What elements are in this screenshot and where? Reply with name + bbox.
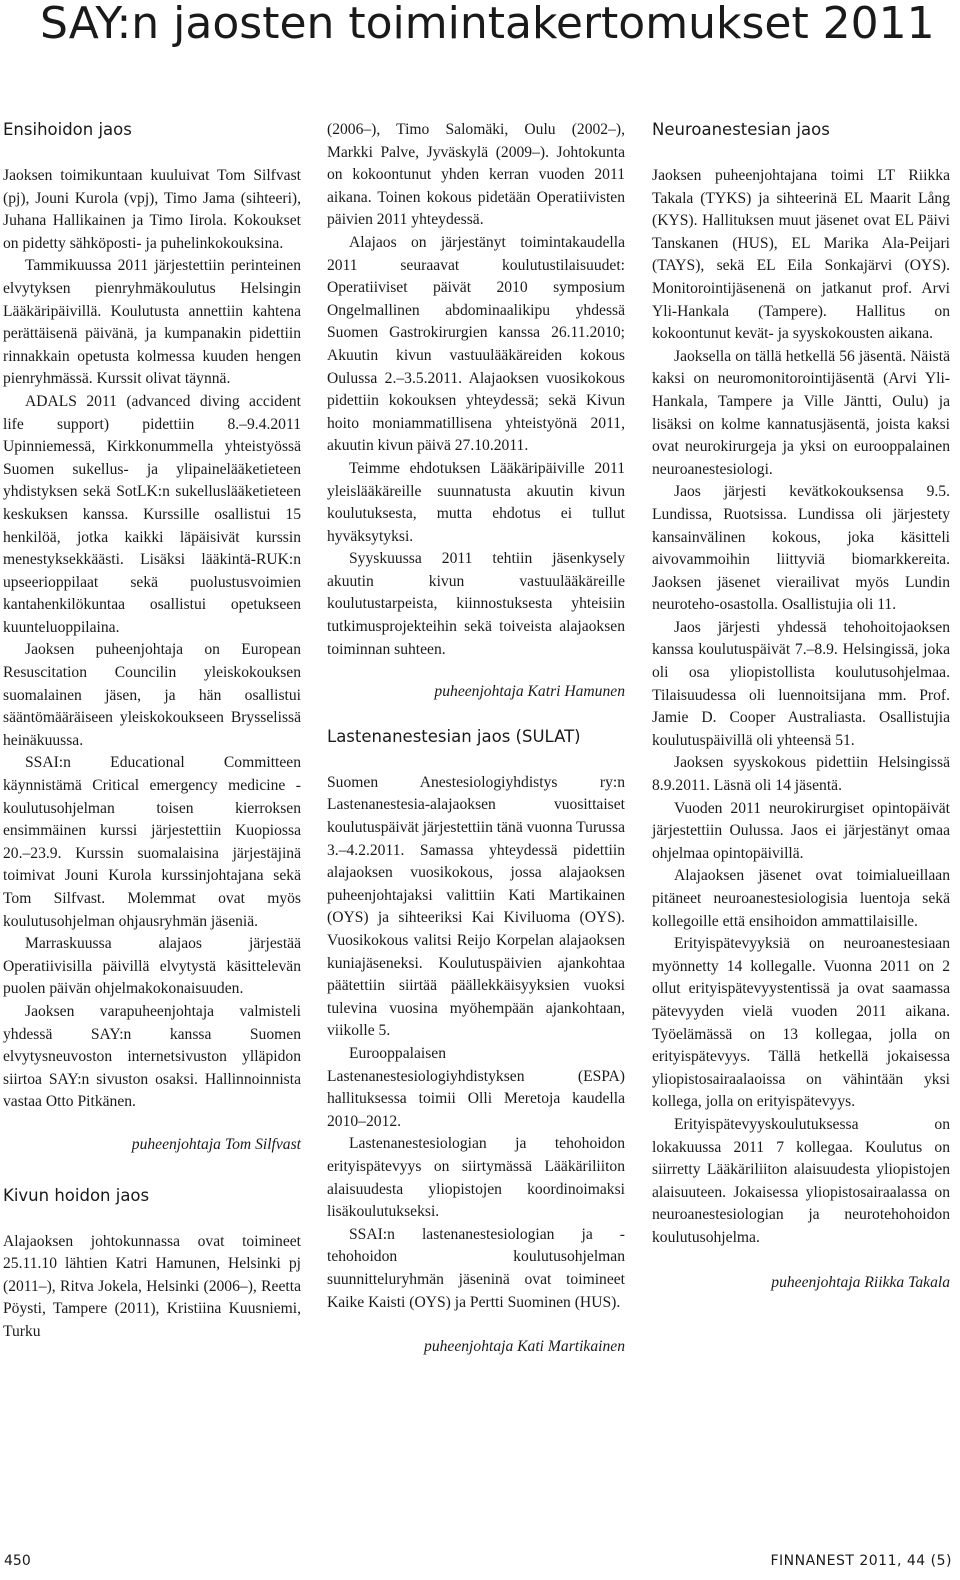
signature: puheenjohtaja Riikka Takala [771,1273,950,1291]
paragraph: Vuoden 2011 neurokirurgiset opintopäivät järjestettiin Oulussa. Jaos ei järjestänyt omaa ohjelmaa opintopäivillä. [652,799,950,862]
page-number: 450 [4,1553,31,1569]
section-heading-kivun-hoito: Kivun hoidon jaos [3,1185,150,1205]
journal-reference: FINNANEST 2011, 44 (5) [770,1553,952,1569]
paragraph: Jaoksen syyskokous pidettiin Helsingissä 8.9.2011. Läsnä oli 14 jäsentä. [652,754,950,795]
paragraph: Alajaoksen jäsenet ovat toimialueillaan pitäneet neuroanestesiologisia luentoja sekä kollegoille että ensihoidon ammattilaisille. [652,867,950,930]
paragraph: ADALS 2011 (advanced diving accident life support) pidettiin 8.–9.4.2011 Upinniemessä, Kirkkonummella yhteistyössä Suomen sukellus- ja ylipainelääketieteen yhdistyksen sekä SotLK:n sukelluslääketieteen keskuksen kanssa. Kurssille osallistui 15 henkilöä, jotka kaikki läpäisivät kurssin menestyksekkäästi. Lisäksi lääkintä-RUK:n upseerioppilaat sekä puolustusvoimien kantahenkilökuntaa osallistui opetukseen kuunteluoppilaina. [3,392,301,636]
paragraph: Jaoksen puheenjohtaja on European Resuscitation Councilin yleiskokouksen suomalainen jäsen, ja hän osallistui sääntömääräiseen yleiskokoukseen Brysselissä heinäkuussa. [3,641,301,749]
section-heading-ensihoito: Ensihoidon jaos [3,120,132,139]
paragraph: SSAI:n lastenanestesiologian ja -tehohoidon koulutusohjelman suunnitteluryhmän jäseninä ovat toimineet Kaike Kaisti (OYS) ja Pertti Suominen (HUS). [327,1225,625,1311]
signature: puheenjohtaja Kati Martikainen [424,1338,625,1356]
paragraph: Marraskuussa alajaos järjestää Operatiivisilla päivillä elvytystä käsittelevän puolen päivän ohjelmakokonaisuuden. [3,935,301,998]
paragraph: Erityispätevyyksiä on neuroanestesiaan myönnetty 14 kollegalle. Vuonna 2011 on 2 ollut erityispätevyystentissä ja ovat saamassa pätevyyden vielä vuoden 2011 aikana. Työelämässä on 13 kollegaa, jolla on erityispätevyys. Tällä hetkellä jokaisessa yliopistosairaalaoissa on vähintään yksi kollega, jolla on erityispätevyys. [652,935,950,1111]
paragraph: Erityispätevyyskoulutuksessa on lokakuussa 2011 7 kollegaa. Koulutus on siirretty Lääkäriliiton alaisuudesta yliopistojen alaisuuteen. Jokaisessa yliopistosairaalassa on neuroanestesiologian ja neurotehohoidon koulutusohjelma. [652,1115,950,1246]
paragraph: Jaoksella on tällä hetkellä 56 jäsentä. Näistä kaksi on neuromonitorointijäsentä (Arvi Yli-Hankala, Tampere ja Ville Jäntti, Oulu) ja lisäksi on kolme kannatusjäsentä, joista kaksi ovat neurokirurgeja ja yksi on eurooppalainen neuroanestesiologi. [652,347,950,478]
column-2 [327,119,625,1359]
paragraph: SSAI:n Educational Committeen käynnistämä Critical emergency medicine -koulutusohjelman toisen kierroksen ensimmäinen kurssi järjestettiin Kuopiossa 20.–23.9. Kurssin suomalaisina järjestäjinä toimivat Jouni Kurola kurssinjohtajana sekä Tom Silfvast. Molemmat ovat myös koulutusohjelman ohjausryhmän jäseniä. [3,754,301,930]
column-1 [3,119,301,1344]
column-3 [652,119,950,1294]
page-title: SAY:n jaosten toimintakertomukset 2011 [40,0,935,49]
paragraph: Jaos järjesti kevätkokouksensa 9.5. Lundissa, Ruotsissa. Lundissa oli järjestety kansainvälinen kokous, joka käsitteli aivovammoihin liittyviä biomarkkereita. Jaoksen jäsenet vierailivat myös Lundin neuroteho-osastolla. Osallistujia oli 11. [652,483,950,614]
paragraph: Eurooppalaisen Lastenanestesiologiyhdistyksen (ESPA) hallituksessa toimii Olli Meretoja kaudella 2010–2012. [327,1044,625,1130]
section-heading-neuroanestesia: Neuroanestesian jaos [652,120,830,139]
signature: puheenjohtaja Katri Hamunen [434,683,625,701]
paragraph: Jaoksen puheenjohtajana toimi LT Riikka Takala (TYKS) ja sihteerinä EL Maarit Lång (KYS). Hallituksen muut jäsenet ovat EL Päivi Tanskanen (HUS), EL Marika Ala-Peijari (TAYS), sekä EL Eila Sonkajärvi (OYS). Monitorointijäsenenä on jatkanut prof. Arvi Yli-Hankala (Tampere). Hallitus on kokoontunut kevät- ja syyskokousten aikana. [652,167,950,343]
paragraph: Suomen Anestesiologiyhdistys ry:n Lastenanestesia-alajaoksen vuosittaiset koulutuspäivät järjestettiin tänä vuonna Turussa 3.–4.2.2011. Samassa yhteydessä pidettiin alajaoksen vuosikokous, jossa alajaoksen puheenjohtajaksi valittiin Kati Martikainen (OYS) ja sihteeriksi Kai Kiviluoma (OYS). Vuosikokous valitsi Reijo Korpelan alajaoksen kuniajäseneksi. Koulutuspäivien ajankohtaa päätettiin siirtää päällekkäisyyksien vuoksi tulevina vuosina myöhempään ajankohtaan, viikolle 5. [327,773,625,1040]
paragraph: Jaoksen varapuheenjohtaja valmisteli yhdessä SAY:n kanssa Suomen elvytysneuvoston internetsivuston ylläpidon siirtoa SAY:n sivuston osaksi. Hallinnoinnista vastaa Otto Pitkänen. [3,1002,301,1111]
paragraph: Lastenanestesiologian ja tehohoidon erityispätevyys on siirtymässä Lääkäriliiton alaisuudesta yliopistojen koordinoimaksi lisäkoulutukseksi. [327,1135,625,1221]
paragraph: Jaos järjesti yhdessä tehohoitojaoksen kanssa koulutuspäivät 7.–8.9. Helsingissä, joka oli osa yliopistollista koulutusohjelmaa. Tilaisuudessa oli luennoitsijana mm. Prof. Jamie D. Cooper Australiasta. Osallistujia koulutuspäivillä oli yhteensä 51. [652,618,950,749]
signature: puheenjohtaja Tom Silfvast [131,1135,301,1153]
section-heading-lastenanestesia: Lastenanestesian jaos (SULAT) [327,726,581,746]
paragraph: Jaoksen toimikuntaan kuuluivat Tom Silfvast (pj), Jouni Kurola (vpj), Timo Jama (sihteeri), Juhana Hallikainen ja Timo Iirola. Kokoukset on pidetty sähköposti- ja puhelinkokouksina. [3,167,301,252]
paragraph: Syyskuussa 2011 tehtiin jäsenkysely akuutin kivun vastuulääkäreille koulutustarpeista, kiinnostuksesta yhteisiin tutkimusprojekteihin sekä toiveista alajaoksen toiminnan suhteen. [327,550,625,658]
paragraph: Alajaoksen johtokunnassa ovat toimineet 25.11.10 lähtien Katri Hamunen, Helsinki pj (2011–), Ritva Jokela, Helsinki (2006–), Reetta Pöysti, Tampere (2011), Kristiina Kuusniemi, Turku [3,1232,301,1340]
paragraph: (2006–), Timo Salomäki, Oulu (2002–), Markki Palve, Jyväskylä (2009–). Johtokunta on kokoontunut yhden kerran vuoden 2011 aikana. Toinen kokous pidetään Operatiivisten päivien 2011 yhteydessä. [327,121,625,229]
paragraph: Tammikuussa 2011 järjestettiin perinteinen elvytyksen pienryhmäkoulutus Helsingin Lääkäripäivillä. Koulutusta annettiin kahtena perättäisenä päivänä, ja kumpanakin pidettiin rinnakkain opetusta kolmessa kuuden hengen pienryhmässä. Kurssit olivat täynnä. [3,257,301,388]
paragraph: Teimme ehdotuksen Lääkäripäiville 2011 yleislääkäreille suunnatusta akuutin kivun koulutuksesta, mutta ehdotus ei tullut hyväksytyksi. [327,459,625,545]
paragraph: Alajaos on järjestänyt toimintakaudella 2011 seuraavat koulutustilaisuudet: Operatiiviset päivät 2010 symposium Ongelmallinen abdominaalikipu yhdessä Suomen Gastrokirurgien kanssa 26.11.2010; Akuutin kivun vastuulääkäreiden kokous Oulussa 2.–3.5.2011. Alajaoksen vuosikokous pidettiin kokouksen yhteydessä; sekä Kivun hoito moniammatillisena yhteistyönä 2011, akuutin kivun päivä 27.10.2011. [327,233,625,455]
